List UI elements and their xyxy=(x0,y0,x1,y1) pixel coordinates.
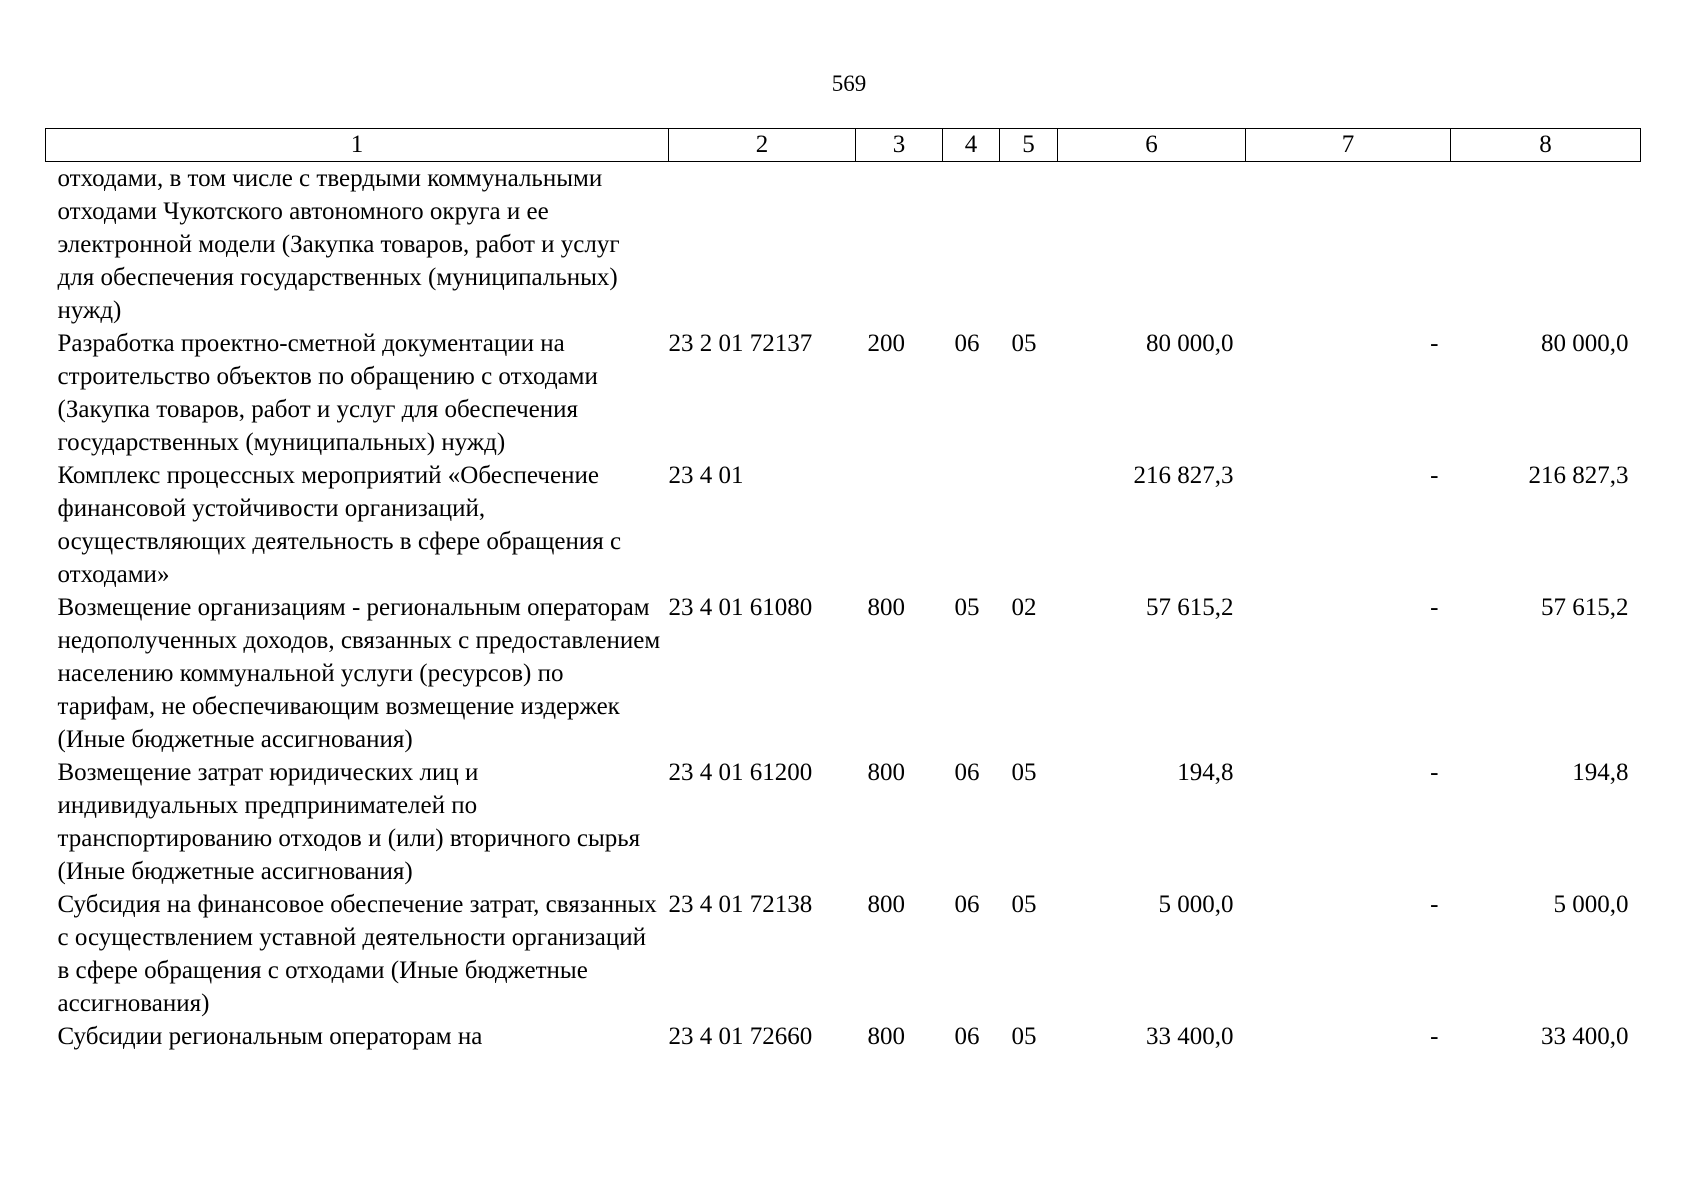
table-row xyxy=(46,459,1641,591)
column-header-8: 8 xyxy=(1451,129,1641,162)
row-name: Возмещение затрат юридических лиц и индивидуальных предпринимателей по транспортированию отходов и (или) вторичного сырья (Иные бюджетные ассигнования) xyxy=(57,759,641,885)
row-value-8: 57 615,2 xyxy=(1541,594,1629,621)
row-rz: 05 xyxy=(954,594,980,621)
row-code: 23 4 01 72660 xyxy=(668,1023,813,1050)
row-value-8: 194,8 xyxy=(1572,759,1629,786)
table-row xyxy=(46,888,1641,1020)
row-name: Субсидии региональным операторам на xyxy=(57,1023,483,1050)
column-header-5: 5 xyxy=(1000,129,1058,162)
table-header xyxy=(46,129,1641,162)
row-vr: 800 xyxy=(867,759,905,786)
row-code: 23 4 01 xyxy=(668,462,744,489)
row-rz: 06 xyxy=(954,891,980,918)
row-rz: 06 xyxy=(954,330,980,357)
table-row xyxy=(46,591,1641,756)
row-value-6: 216 827,3 xyxy=(1133,462,1234,489)
row-vr: 800 xyxy=(867,594,905,621)
row-value-6: 33 400,0 xyxy=(1146,1023,1234,1050)
table-row xyxy=(46,756,1641,888)
column-header-3: 3 xyxy=(856,129,943,162)
table-body xyxy=(46,162,1641,1054)
column-header-2: 2 xyxy=(669,129,856,162)
row-vr xyxy=(856,162,943,328)
row-code: 23 4 01 61200 xyxy=(668,759,813,786)
row-value-7: - xyxy=(1430,891,1439,918)
page-number: 569 xyxy=(831,71,867,96)
column-header-4: 4 xyxy=(943,129,1000,162)
row-value-8: 216 827,3 xyxy=(1528,462,1629,489)
row-pr: 05 xyxy=(1011,1023,1037,1050)
row-value-6: 5 000,0 xyxy=(1158,891,1234,918)
row-vr: 800 xyxy=(867,891,905,918)
row-rz xyxy=(943,459,1000,591)
row-code: 23 2 01 72137 xyxy=(668,330,813,357)
row-value-7 xyxy=(1246,162,1451,328)
row-pr xyxy=(1000,162,1058,328)
row-rz: 06 xyxy=(954,1023,980,1050)
row-name: Комплекс процессных мероприятий «Обеспечение финансовой устойчивости организаций, осуществляющих деятельность в сфере обращения с отходами» xyxy=(57,462,622,588)
row-pr: 05 xyxy=(1011,330,1037,357)
row-value-8: 33 400,0 xyxy=(1541,1023,1629,1050)
row-value-7: - xyxy=(1430,330,1439,357)
row-value-6: 80 000,0 xyxy=(1146,330,1234,357)
row-value-7: - xyxy=(1430,594,1439,621)
column-header-1: 1 xyxy=(46,129,669,162)
row-code: 23 4 01 61080 xyxy=(668,594,813,621)
row-name: Разработка проектно-сметной документации на строительство объектов по обращению с отходами (Закупка товаров, работ и услуг для обеспечения государственных (муниципальных) нужд) xyxy=(57,330,598,456)
row-value-6 xyxy=(1058,162,1246,328)
table-row xyxy=(46,1020,1641,1053)
row-value-6: 57 615,2 xyxy=(1146,594,1234,621)
row-pr xyxy=(1000,459,1058,591)
row-vr: 800 xyxy=(867,1023,905,1050)
row-vr: 200 xyxy=(867,330,905,357)
row-name: отходами, в том числе с твердыми коммунальными отходами Чукотского автономного округа и ее электронной модели (Закупка товаров, работ и услуг для обеспечения государственных (муниципальных) нужд) xyxy=(57,165,620,324)
row-pr: 05 xyxy=(1011,759,1037,786)
budget-table xyxy=(45,128,1641,1053)
row-name: Возмещение организациям - региональным операторам недополученных доходов, связанных с предоставлением населению коммунальной услуги (ресурсов) по тарифам, не обеспечивающим возмещение издержек (Иные бюджетные ассигнования) xyxy=(57,594,661,753)
column-header-7: 7 xyxy=(1246,129,1451,162)
header-row xyxy=(46,129,1641,162)
row-value-6: 194,8 xyxy=(1177,759,1234,786)
table-row xyxy=(46,327,1641,459)
row-code: 23 4 01 72138 xyxy=(668,891,813,918)
row-value-7: - xyxy=(1430,1023,1439,1050)
row-value-7: - xyxy=(1430,759,1439,786)
row-value-8: 5 000,0 xyxy=(1553,891,1629,918)
row-value-8 xyxy=(1451,162,1641,328)
table-row xyxy=(46,162,1641,328)
row-rz: 06 xyxy=(954,759,980,786)
row-name: Субсидия на финансовое обеспечение затрат, связанных с осуществлением уставной деятельности организаций в сфере обращения с отходами (Иные бюджетные ассигнования) xyxy=(57,891,657,1017)
column-header-6: 6 xyxy=(1058,129,1246,162)
row-pr: 05 xyxy=(1011,891,1037,918)
row-vr xyxy=(856,459,943,591)
row-code xyxy=(669,162,856,328)
row-value-7: - xyxy=(1430,462,1439,489)
row-value-8: 80 000,0 xyxy=(1541,330,1629,357)
row-rz xyxy=(943,162,1000,328)
row-pr: 02 xyxy=(1011,594,1037,621)
